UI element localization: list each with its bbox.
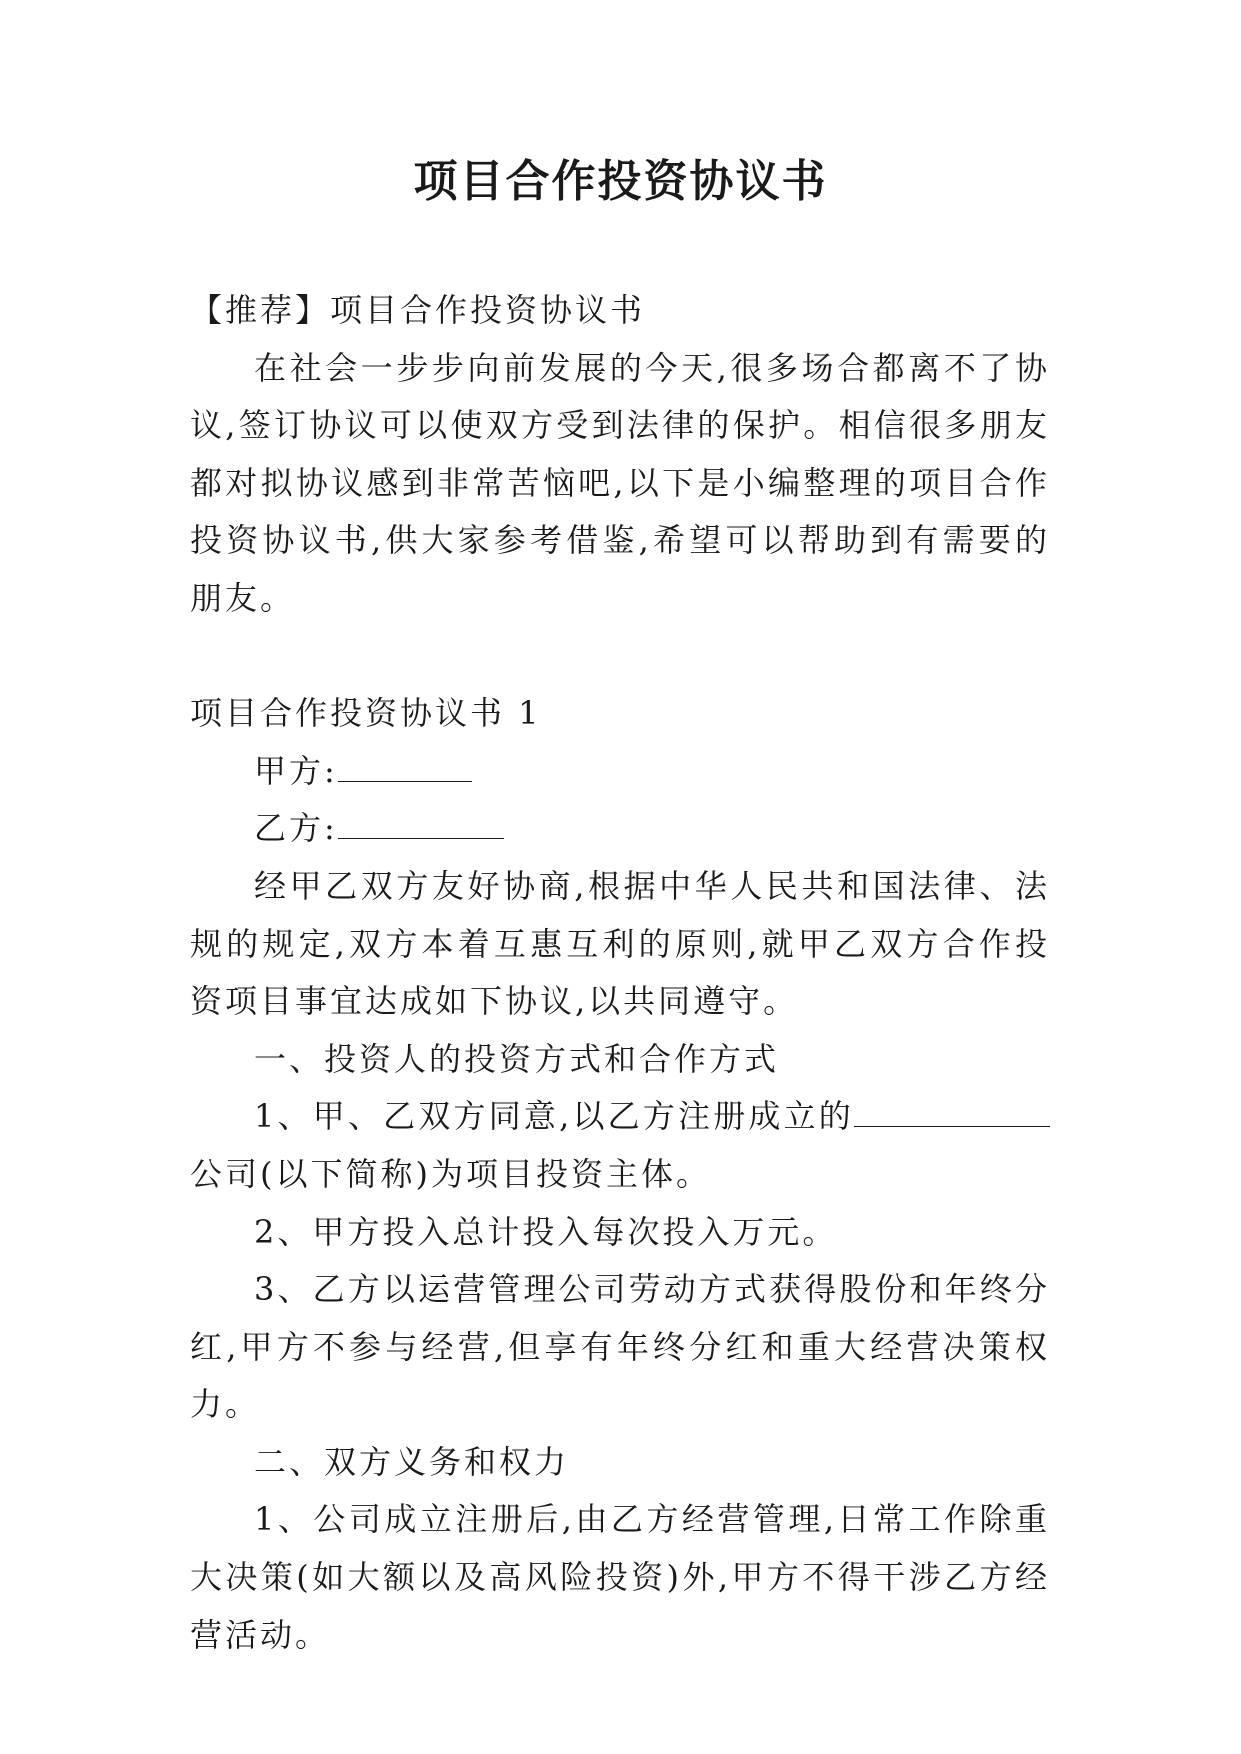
party-a-blank [338,751,472,782]
party-a-line [190,743,1050,801]
clause-1-1 [190,1088,1050,1203]
clause-2-1: 1、公司成立注册后,由乙方经营管理,日常工作除重大决策(如大额以及高风险投资)外,甲方不得干涉乙方经营活动。 [190,1500,1050,1654]
clause-1-1-suffix: 公司(以下简称)为项目投资主体。 [190,1154,711,1193]
document-body [190,282,1050,1664]
preamble-paragraph: 经甲乙双方友好协商,根据中华人民共和国法律、法规的规定,双方本着互惠互利的原则,就甲乙双方合作投资项目事宜达成如下协议,以共同遵守。 [190,866,1050,1021]
company-name-blank [854,1096,1050,1127]
party-b-blank [338,808,504,839]
intro-heading: 【推荐】项目合作投资协议书 [190,291,646,329]
heading-obligations-rights: 二、双方义务和权力 [254,1442,570,1481]
clause-1-2: 2、甲方投入总计投入每次投入万元。 [254,1212,838,1251]
intro-paragraph: 在社会一步步向前发展的今天,很多场合都离不了协议,签订协议可以使双方受到法律的保护。相信很多朋友都对拟协议感到非常苦恼吧,以下是小编整理的项目合作投资协议书,供大家参考借鉴,希望可以帮助到有需要的朋友。 [190,348,1050,617]
document-title: 项目合作投资协议书 [413,156,828,207]
clause-1-1-prefix: 1、甲、乙双方同意,以乙方注册成立的 [254,1097,854,1136]
party-a-label: 甲方: [254,751,338,790]
party-b-line [190,800,1050,858]
clause-1-3: 3、乙方以运营管理公司劳动方式获得股份和年终分红,甲方不参与经营,但享有年终分红和重大经营决策权力。 [190,1270,1050,1424]
party-b-label: 乙方: [254,809,338,848]
section-title: 项目合作投资协议书 1 [190,694,542,733]
heading-investment-method: 一、投资人的投资方式和合作方式 [254,1039,780,1078]
